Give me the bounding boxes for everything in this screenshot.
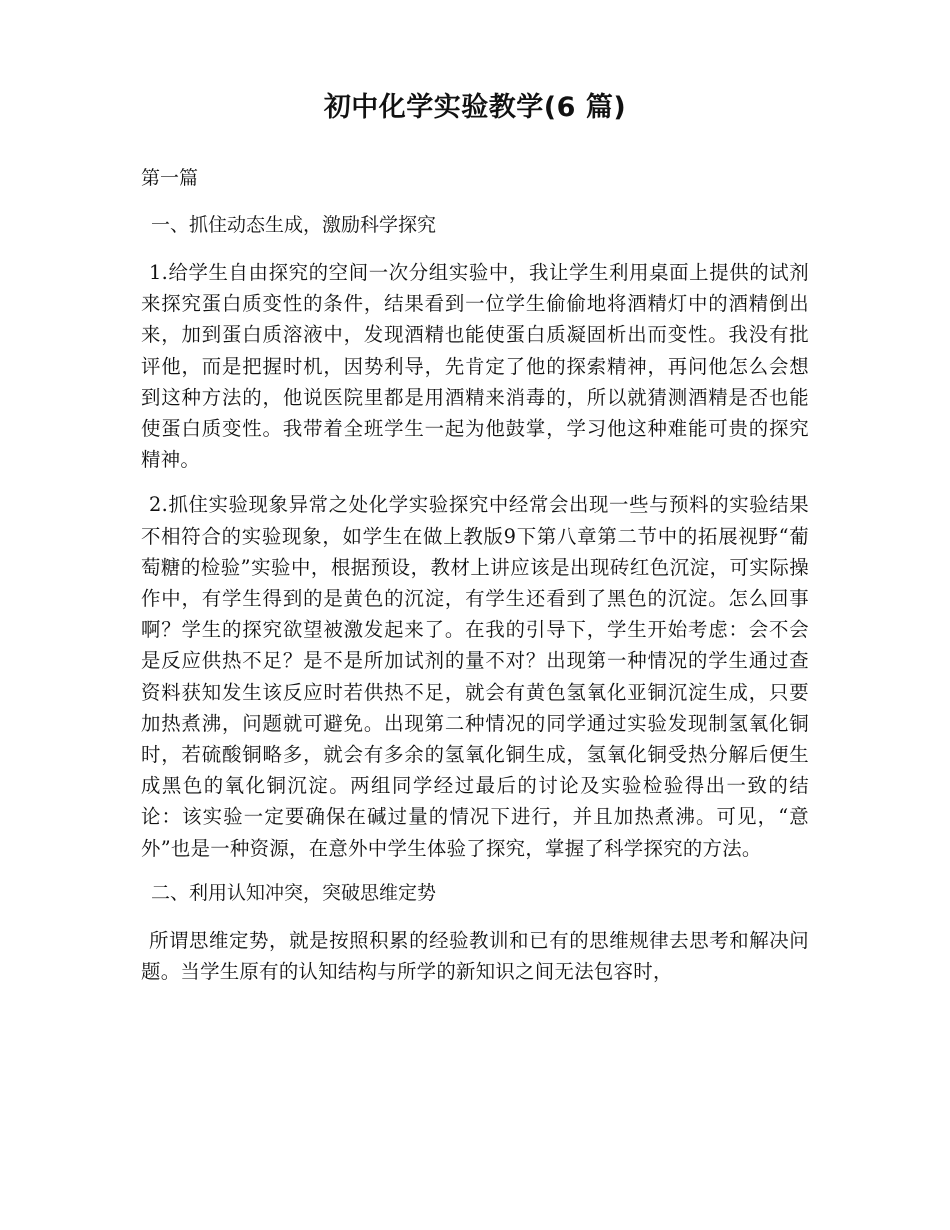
document-body [141,163,809,1001]
paragraph: 所谓思维定势，就是按照积累的经验教训和已有的思维规律去思考和解决问题。当学生原有的认知结构与所学的新知识之间无法包容时， [141,928,809,984]
section-heading-1: 一、抓住动态生成，激励科学探究 [151,214,437,236]
part-label: 第一篇 [141,167,199,189]
document-title: 初中化学实验教学(6 篇) [323,92,627,123]
section-heading-2: 二、利用认知冲突，突破思维定势 [151,881,437,904]
paragraph: 1.给学生自由探究的空间一次分组实验中，我让学生利用桌面上提供的试剂来探究蛋白质变性的条件，结果看到一位学生偷偷地将酒精灯中的酒精倒出来，加到蛋白质溶液中，发现酒精也能使蛋白质凝固析出而变性。我没有批评他，而是把握时机，因势利导，先肯定了他的探索精神，再问他怎么会想到这种方法的，他说医院里都是用酒精来消毒的，所以就猜测酒精是否也能使蛋白质变性。我带着全班学生一起为他鼓掌，学习他这种难能可贵的探究精神。 [141,261,809,472]
paragraph: 2.抓住实验现象异常之处化学实验探究中经常会出现一些与预料的实验结果不相符合的实验现象，如学生在做上教版9下第八章第二节中的拓展视野“葡萄糖的检验”实验中，根据预设，教材上讲应该是出现砖红色沉淀，可实际操作中，有学生得到的是黄色的沉淀，有学生还看到了黑色的沉淀。怎么回事啊？学生的探究欲望被激发起来了。在我的引导下，学生开始考虑：会不会是反应供热不足？是不是所加试剂的量不对？出现第一种情况的学生通过查资料获知发生该反应时若供热不足，就会有黄色氢氧化亚铜沉淀生成，只要加热煮沸，问题就可避免。出现第二种情况的同学通过实验发现制氢氧化铜时，若硫酸铜略多，就会有多余的氢氧化铜生成，氢氧化铜受热分解后便生成黑色的氧化铜沉淀。两组同学经过最后的讨论及实验检验得出一致的结论：该实验一定要确保在碱过量的情况下进行，并且加热煮沸。可见，“意外”也是一种资源，在意外中学生体验了探究，掌握了科学探究的方法。 [141,493,809,860]
